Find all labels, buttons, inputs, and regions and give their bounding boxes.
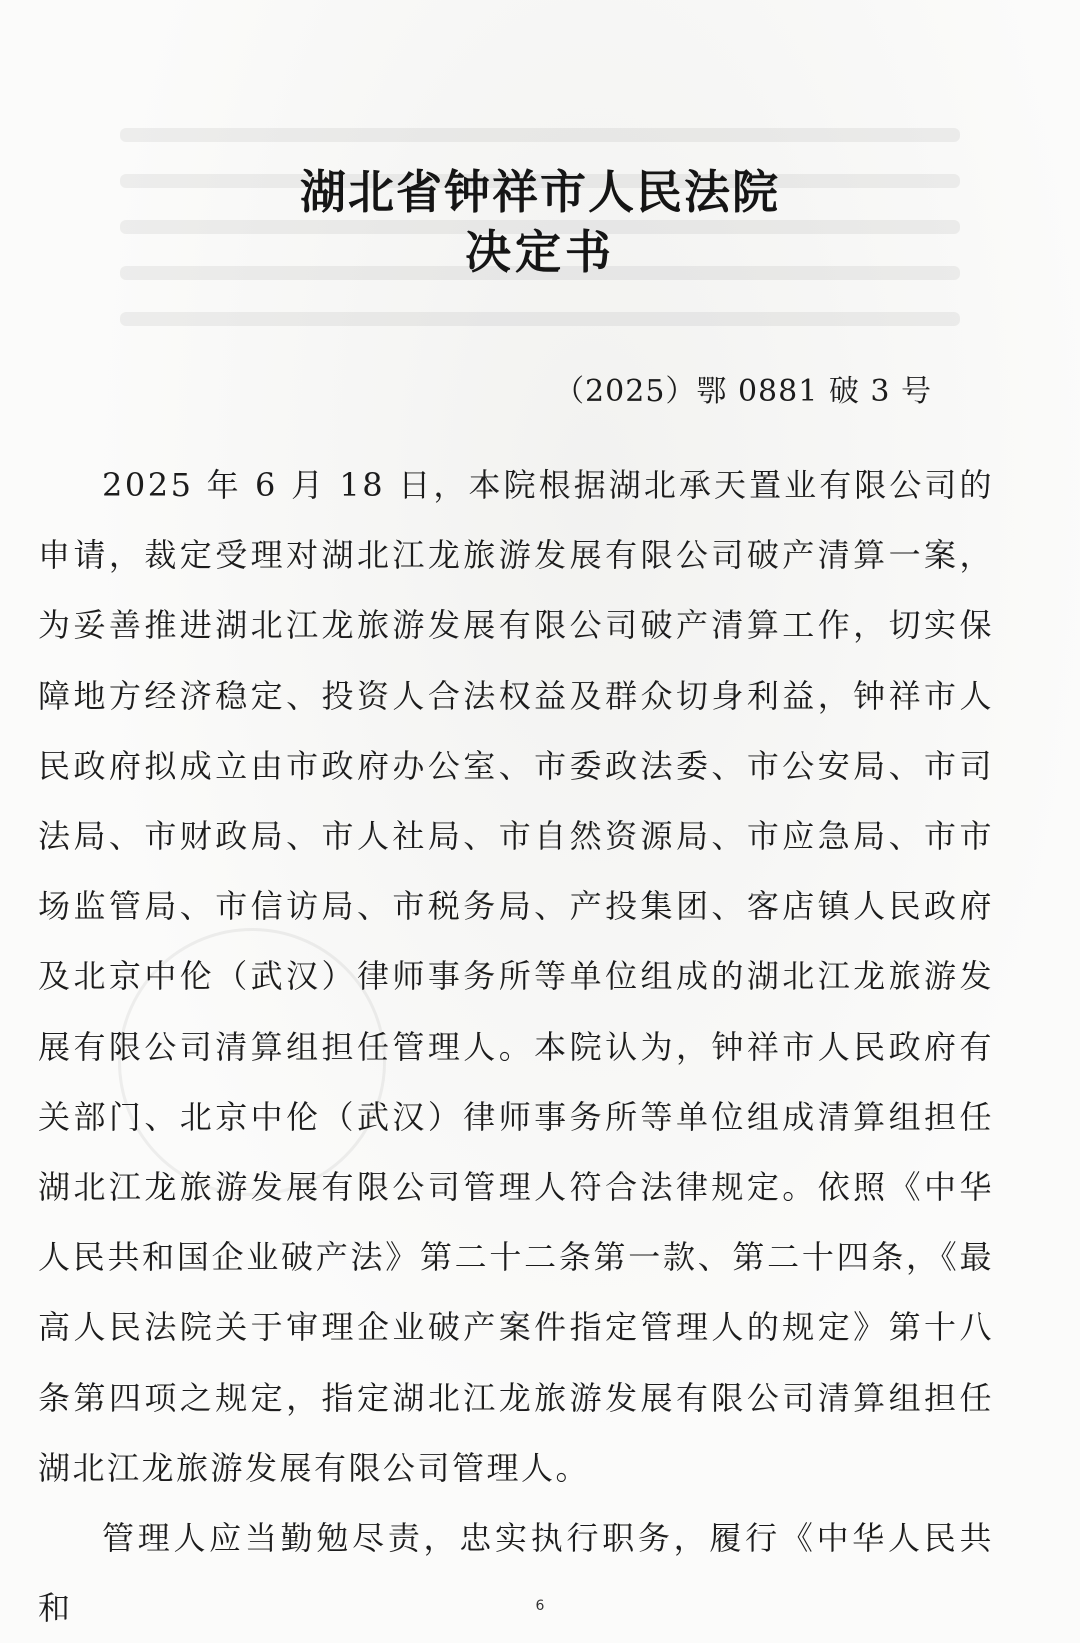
case-number: （2025）鄂 0881 破 3 号 [554, 374, 932, 409]
body-paragraph-duties: 管理人应当勤勉尽责，忠实执行职务，履行《中华人民共和 [38, 1519, 994, 1628]
court-name: 湖北省钟祥市人民法院 [300, 165, 780, 219]
body-paragraph-decision: 2025 年 6 月 18 日，本院根据湖北承天置业有限公司的申请，裁定受理对湖北江龙旅游发展有限公司破产清算一案，为妥善推进湖北江龙旅游发展有限公司破产清算工作，切实保障地方经济稳定、投资人合法权益及群众切身利益，钟祥市人民政府拟成立由市政府办公室、市委政法委、市公安局、市司法局、市财政局、市人社局、市自然资源局、市应急局、市市场监管局、市信访局、市税务局、产投集团、客店镇人民政府及北京中伦（武汉）律师事务所等单位组成的湖北江龙旅游发展有限公司清算组担任管理人。本院认为，钟祥市人民政府有关部门、北京中伦（武汉）律师事务所等单位组成清算组担任湖北江龙旅游发展有限公司管理人符合法律规定。依照《中华人民共和国企业破产法》第二十二条第一款、第二十四条，《最高人民法院关于审理企业破产案件指定管理人的规定》第十八条第四项之规定，指定湖北江龙旅游发展有限公司清算组担任湖北江龙旅游发展有限公司管理人。 [38, 466, 994, 1487]
page-number: 6 [535, 1598, 545, 1614]
document-body [38, 450, 994, 1643]
document-type-title: 决定书 [465, 225, 615, 279]
title-block [0, 162, 1080, 282]
